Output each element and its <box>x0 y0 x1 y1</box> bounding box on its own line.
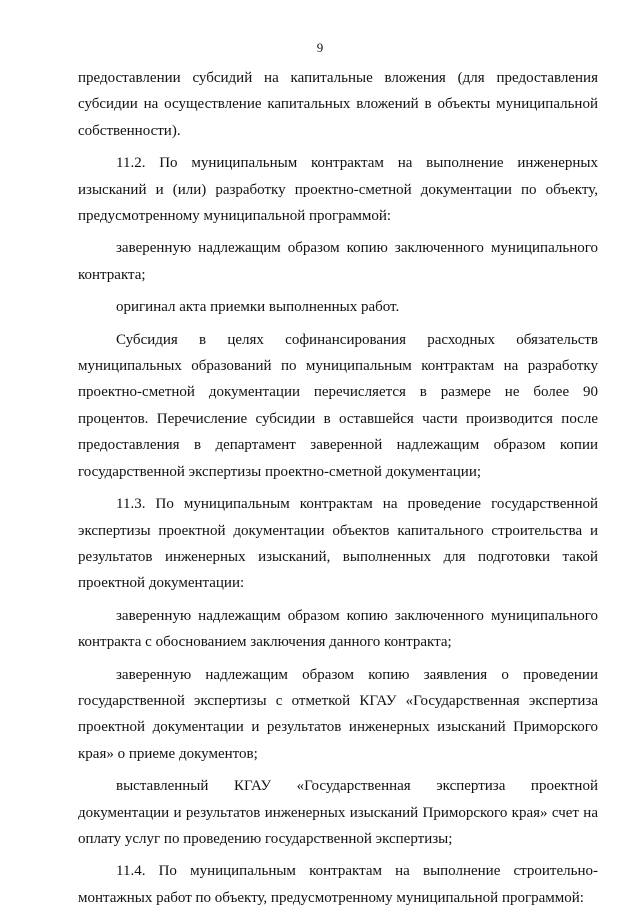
paragraph-clause-11-4: 11.4. По муниципальным контрактам на выполнение строительно-монтажных работ по объекту, предусмотренному муниципальной программой: <box>78 863 598 906</box>
paragraph-clause-11-2: 11.2. По муниципальным контрактам на выполнение инженерных изысканий и (или) разработку проектно-сметной документации по объекту, предусмотренному муниципальной программой: <box>78 155 598 225</box>
paragraph-contract-copy-justification: заверенную надлежащим образом копию заключенного муниципального контракта с обоснованием заключения данного контракта; <box>78 607 598 651</box>
document-body <box>78 65 598 917</box>
paragraph-acceptance-act: оригинал акта приемки выполненных работ. <box>116 299 400 316</box>
paragraph-contract-copy: заверенную надлежащим образом копию заключенного муниципального контракта; <box>78 240 598 283</box>
paragraph-continuation: предоставлении субсидий на капитальные вложения (для предоставления субсидии на осуществление капитальных вложений в объекты муниципальной собственности). <box>78 70 598 139</box>
paragraph-clause-11-3: 11.3. По муниципальным контрактам на проведение государственной экспертизы проектной документации объектов капитального строительства и результатов инженерных изысканий, выполненных для подготовки такой проектной документации: <box>78 496 598 592</box>
page-number: 9 <box>316 40 324 55</box>
paragraph-invoice: выставленный КГАУ «Государственная экспертиза проектной документации и результатов инженерных изысканий Приморского края» счет на оплату услуг по проведению государственной экспертизы; <box>78 778 598 847</box>
paragraph-subsidy-terms: Субсидия в целях софинансирования расходных обязательств муниципальных образований по муниципальным контрактам на разработку проектно-сметной документации перечисляется в размере не более 90 процентов. Перечисление субсидии в оставшейся части производится после предоставления в департамент заверенной надлежащим образом копии государственной экспертизы проектно-сметной документации; <box>78 331 598 480</box>
paragraph-application-copy: заверенную надлежащим образом копию заявления о проведении государственной экспертизы с отметкой КГАУ «Государственная экспертиза проектной документации и результатов инженерных изысканий Приморского края» о приеме документов; <box>78 666 598 762</box>
